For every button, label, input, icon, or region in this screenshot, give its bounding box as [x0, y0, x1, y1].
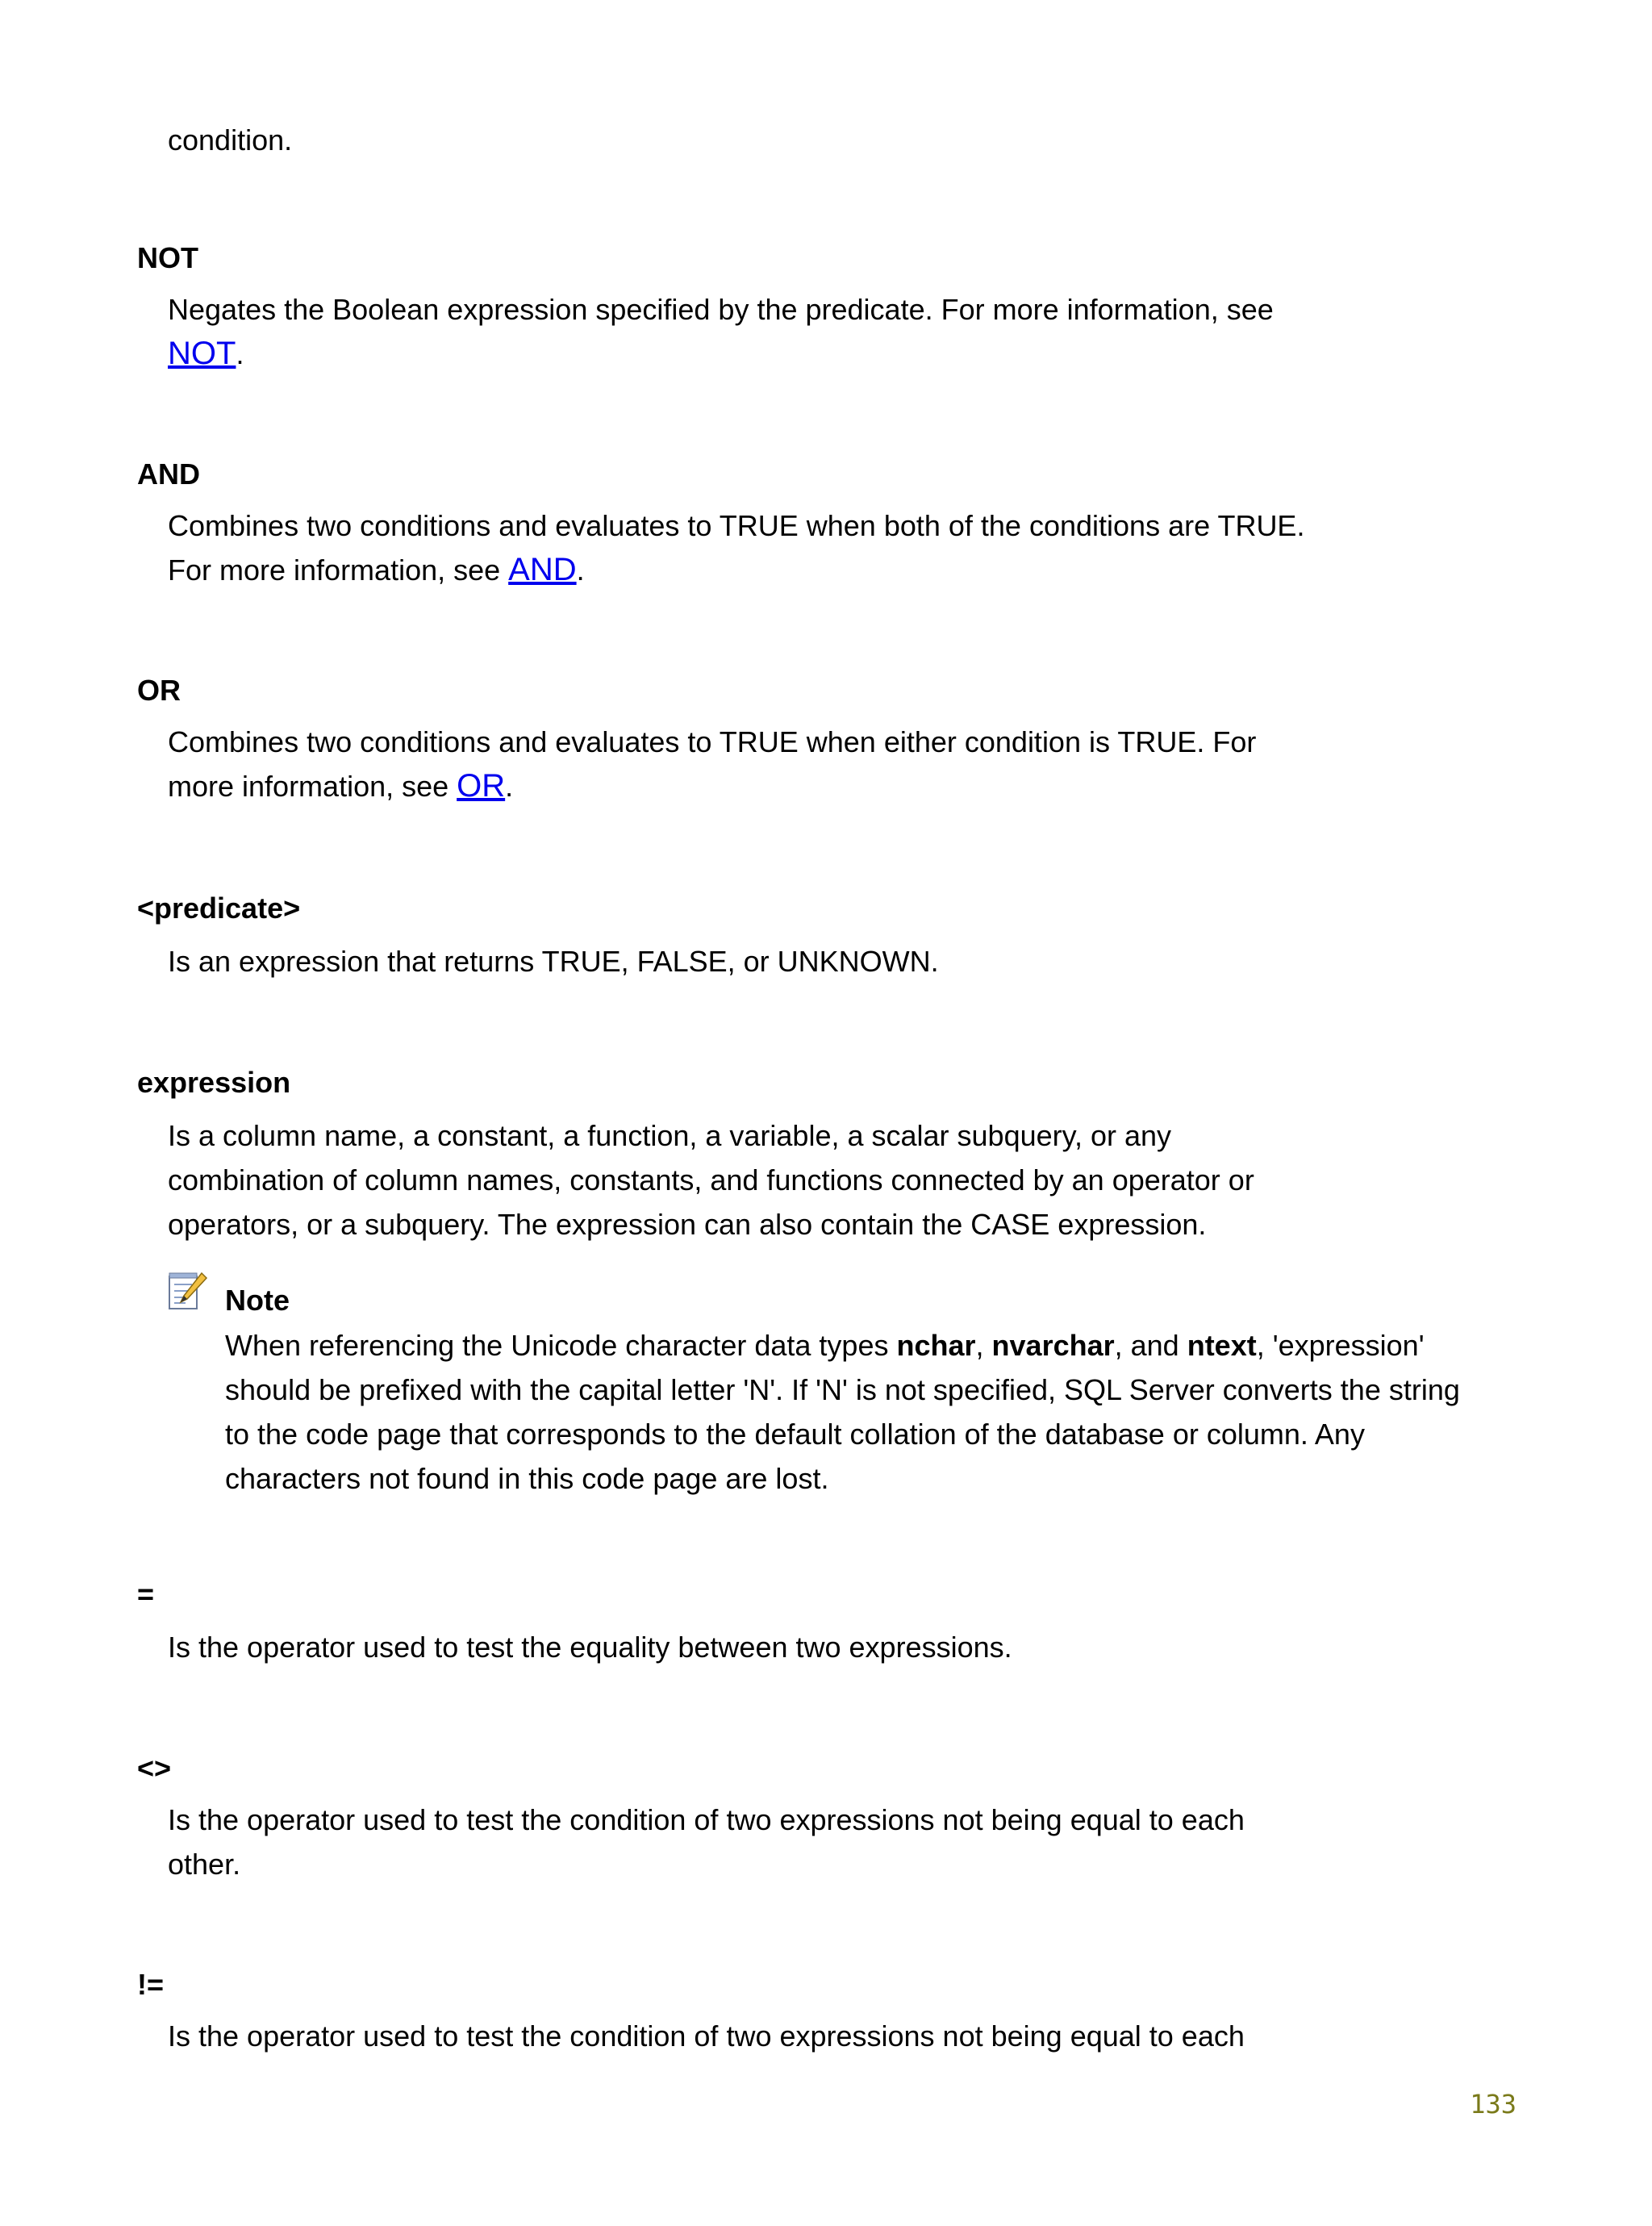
- link-or[interactable]: OR: [457, 768, 506, 804]
- desc-expression: Is a column name, a constant, a function, a variable, a scalar subquery, or any combination of column names, constants, and functions connected by an operator or operators, or a subquery. The expression can also contain the CASE expression.: [168, 1119, 1254, 1241]
- term-equals: =: [137, 1577, 155, 1610]
- term-and: AND: [137, 457, 200, 491]
- desc-not-equal-angle: Is the operator used to test the condition of two expressions not being equal to each other.: [168, 1803, 1245, 1881]
- term-or: OR: [137, 674, 181, 707]
- desc-equals: Is the operator used to test the equality between two expressions.: [168, 1631, 1012, 1664]
- desc-not: Negates the Boolean expression specified by the predicate. For more information, see NOT.: [168, 293, 1274, 371]
- term-not-equal-angle: <>: [137, 1752, 172, 1785]
- term-not: NOT: [137, 241, 198, 274]
- desc-predicate: Is an expression that returns TRUE, FALSE, or UNKNOWN.: [168, 945, 939, 978]
- term-not-equal-bang: !=: [137, 1968, 165, 2001]
- link-and[interactable]: AND: [508, 552, 577, 587]
- type-nchar: nchar: [896, 1329, 976, 1362]
- note-body: When referencing the Unicode character data types nchar, nvarchar, and ntext, 'expression' should be prefixed with the capital letter 'N'. If 'N' is not specified, SQL Server converts the string to the code page that corresponds to the default collation of the database or column. Any characters not found in this code page are lost.: [225, 1329, 1460, 1495]
- desc-and: Combines two conditions and evaluates to TRUE when both of the conditions are TRUE. For more information, see AND.: [168, 509, 1305, 587]
- note-title: Note: [225, 1284, 290, 1317]
- term-expression: expression: [137, 1066, 291, 1099]
- term-predicate: <predicate>: [137, 892, 301, 925]
- page-number: 133: [1470, 2089, 1516, 2120]
- condition-text: condition.: [168, 123, 293, 157]
- desc-or: Combines two conditions and evaluates to TRUE when either condition is TRUE. For more information, see OR.: [168, 725, 1257, 804]
- type-nvarchar: nvarchar: [991, 1329, 1115, 1362]
- type-ntext: ntext: [1187, 1329, 1257, 1362]
- link-not[interactable]: NOT: [168, 336, 236, 371]
- note-icon: [166, 1270, 208, 1312]
- desc-not-equal-bang: Is the operator used to test the condition of two expressions not being equal to each: [168, 2019, 1245, 2053]
